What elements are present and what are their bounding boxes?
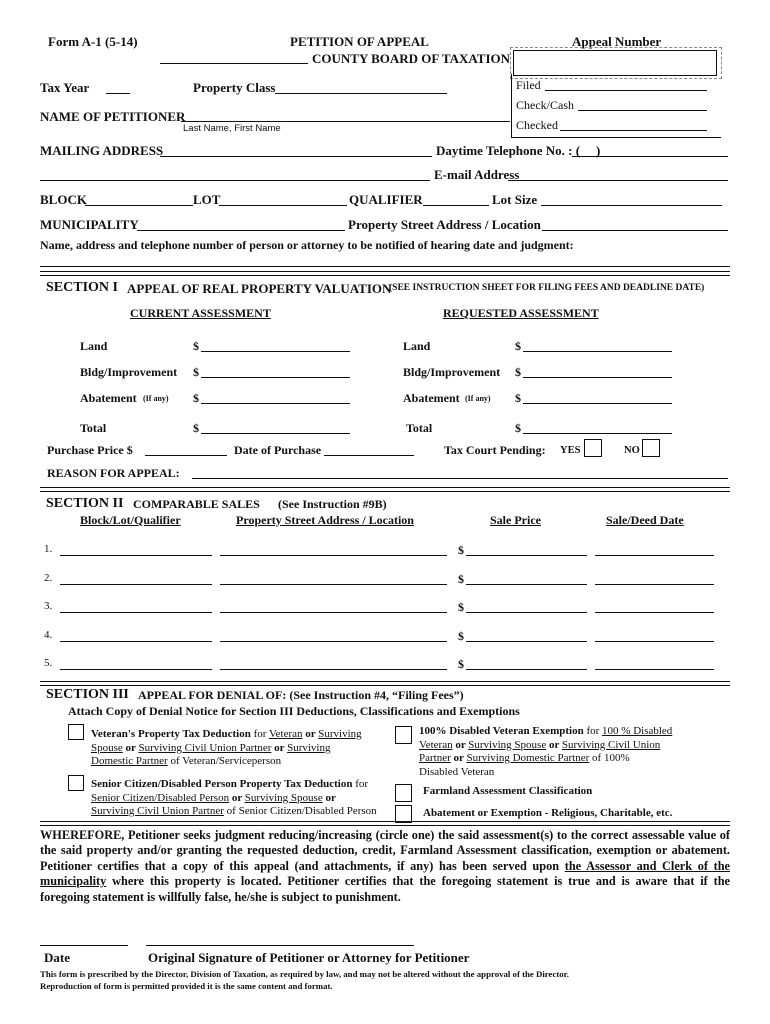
section2-heading: SECTION II <box>46 496 124 511</box>
comp-row-number: 4. <box>44 629 53 641</box>
section1-title: APPEAL OF REAL PROPERTY VALUATION <box>127 281 392 296</box>
qualifier-field[interactable] <box>423 205 489 206</box>
requested-abatement-dollar: $ <box>515 391 521 405</box>
date-signature-line[interactable] <box>40 945 128 946</box>
senior-or1: or <box>229 791 245 804</box>
senior-scdp: Senior Citizen/Disabled Person <box>91 791 230 804</box>
veteran-surviving: Surviving <box>318 728 362 740</box>
religious-label: Abatement or Exemption - Religious, Charitable, etc. <box>423 807 673 819</box>
section3-title: APPEAL FOR DENIAL OF: (See Instruction #4, “Filing Fees”) <box>138 688 464 702</box>
veteran-or3: or <box>271 741 288 754</box>
comp-row-address-field[interactable] <box>220 641 447 642</box>
current-land-label: Land <box>80 339 108 353</box>
tax-court-yes-label: YES <box>560 445 581 456</box>
veteran-scup: Surviving Civil Union Partner <box>138 741 272 754</box>
requested-bldg-dollar: $ <box>515 365 521 379</box>
check-cash-line[interactable] <box>578 110 707 111</box>
qualifier-label: QUALIFIER <box>349 192 423 207</box>
current-bldg-dollar: $ <box>193 365 199 379</box>
senior-deduction-text <box>91 778 377 819</box>
col-sale-deed-date: Sale/Deed Date <box>606 513 684 527</box>
current-bldg-field[interactable] <box>201 377 350 378</box>
comp-row-price-field[interactable] <box>466 669 587 670</box>
farmland-label: Farmland Assessment Classification <box>423 785 593 797</box>
comp-row-number: 2. <box>44 572 53 584</box>
senior-for: for <box>352 778 369 790</box>
comp-row-number: 5. <box>44 657 53 669</box>
current-total-field[interactable] <box>201 433 350 434</box>
notify-field[interactable] <box>40 266 730 267</box>
section-divider-1 <box>40 271 730 276</box>
daytime-phone-label: Daytime Telephone No. : ( <box>436 143 581 158</box>
tax-court-no-checkbox[interactable] <box>642 439 660 457</box>
date-purchase-field[interactable] <box>324 455 414 456</box>
date-label: Date <box>44 950 70 965</box>
comp-row-date-field[interactable] <box>595 669 714 670</box>
current-bldg-label: Bldg/Improvement <box>80 365 178 379</box>
comp-row-dollar: $ <box>458 629 464 643</box>
section1-heading: SECTION I <box>46 280 118 295</box>
dv-ss: Surviving Spouse <box>468 738 547 751</box>
section-divider-2 <box>40 487 730 492</box>
requested-bldg-field[interactable] <box>523 377 672 378</box>
section3-attach: Attach Copy of Denial Notice for Section III Deductions, Classifications and Exemptions <box>68 704 520 718</box>
mailing-address-line2[interactable] <box>40 180 430 181</box>
veteran-deduction-checkbox[interactable] <box>68 724 84 740</box>
comp-row-date-field[interactable] <box>595 555 714 556</box>
dv-scup: Surviving Civil Union <box>561 738 661 751</box>
current-assessment-heading: CURRENT ASSESSMENT <box>130 306 271 320</box>
dv-or2: or <box>546 738 562 751</box>
requested-land-dollar: $ <box>515 339 521 353</box>
property-class-label: Property Class <box>193 80 276 95</box>
email-field[interactable] <box>508 180 728 181</box>
dv-pct: 100 % Disabled <box>602 725 673 737</box>
comp-row-number: 3. <box>44 600 53 612</box>
tax-year-label: Tax Year <box>40 80 90 95</box>
mailing-address-field[interactable] <box>160 156 432 157</box>
wherefore-paragraph <box>40 828 730 905</box>
comp-row-dollar: $ <box>458 543 464 557</box>
checked-line[interactable] <box>560 130 707 131</box>
daytime-phone-field[interactable] <box>572 156 728 157</box>
check-cash-label: Check/Cash <box>516 98 574 112</box>
section3-heading: SECTION III <box>46 687 129 702</box>
property-class-field[interactable] <box>275 93 447 94</box>
requested-land-field[interactable] <box>523 351 672 352</box>
street-address-label: Property Street Address / Location <box>348 217 541 232</box>
lot-size-field[interactable] <box>541 205 722 206</box>
tax-year-field[interactable] <box>106 93 130 94</box>
comp-row-dollar: $ <box>458 657 464 671</box>
lot-field[interactable] <box>219 205 347 206</box>
disabled-veteran-checkbox[interactable] <box>395 726 412 744</box>
senior-deduction-checkbox[interactable] <box>68 775 84 791</box>
comp-row-date-field[interactable] <box>595 612 714 613</box>
comp-row-number: 1. <box>44 543 53 555</box>
senior-ss: Surviving Spouse <box>244 791 323 804</box>
tax-court-no-label: NO <box>624 445 640 456</box>
office-use-border-left <box>511 74 512 138</box>
petitioner-signature-line[interactable] <box>146 945 414 946</box>
section-divider-4 <box>40 821 730 826</box>
dv-or3: or <box>450 752 467 765</box>
section1-note: (SEE INSTRUCTION SHEET FOR FILING FEES AND DEADLINE DATE) <box>389 283 705 293</box>
current-abatement-dollar: $ <box>193 391 199 405</box>
date-purchase-label: Date of Purchase <box>234 443 322 457</box>
mailing-address-label: MAILING ADDRESS <box>40 143 164 158</box>
comp-row-address-field[interactable] <box>220 669 447 670</box>
comp-row-address-field[interactable] <box>220 584 447 585</box>
form-title: PETITION OF APPEAL <box>290 34 429 49</box>
comp-row-block-lot-field[interactable] <box>60 612 212 613</box>
senior-deduction-title: Senior Citizen/Disabled Person Property Tax Deduction <box>91 778 353 790</box>
col-sale-price: Sale Price <box>490 513 541 527</box>
comp-row-block-lot-field[interactable] <box>60 584 212 585</box>
comp-row-price-field[interactable] <box>466 555 587 556</box>
dv-veteran: Veteran <box>419 738 453 751</box>
block-label: BLOCK <box>40 192 87 207</box>
current-abatement-field[interactable] <box>201 403 350 404</box>
veteran-deduction-title: Veteran's Property Tax Deduction <box>91 728 251 740</box>
disabled-veteran-text <box>419 725 672 779</box>
veteran-for: for <box>250 728 269 740</box>
current-abatement-label: Abatement <box>80 391 137 405</box>
comp-row-price-field[interactable] <box>466 584 587 585</box>
dv-of: of 100% <box>589 752 630 765</box>
veteran-spouse: Spouse <box>91 741 123 754</box>
veteran-dp: Domestic Partner <box>91 755 168 768</box>
filed-label: Filed <box>516 78 541 92</box>
requested-land-label: Land <box>403 339 431 353</box>
dv-or1: or <box>452 738 469 751</box>
lot-size-label: Lot Size <box>492 192 538 207</box>
requested-abatement-label: Abatement <box>403 391 460 405</box>
filed-line[interactable] <box>545 90 707 91</box>
wherefore-assessor-clerk: the Assessor and Clerk of the municipality <box>40 858 730 889</box>
wherefore-text1: WHEREFORE, Petitioner seeks judgment reducing/increasing (circle one) the said assessment(s) to the correct assessable value of the said property and/or granting the requested deduction, credit, Farmland Assessment classification, exemption or abatement. Petitioner certifies that a copy of this appeal (and attachments, if any) has been served upon <box>40 828 730 873</box>
senior-of: of Senior Citizen/Disabled Person <box>223 805 377 818</box>
comp-row-date-field[interactable] <box>595 641 714 642</box>
tax-court-label: Tax Court Pending: <box>444 443 546 457</box>
veteran-deduction-text <box>91 728 362 769</box>
municipality-label: MUNICIPALITY <box>40 217 139 232</box>
veteran-of: of Veteran/Serviceperson <box>167 755 282 768</box>
block-field[interactable] <box>85 205 193 206</box>
purchase-price-field[interactable] <box>145 455 227 456</box>
petitioner-name-hint: Last Name, First Name <box>183 123 281 134</box>
notify-label: Name, address and telephone number of person or attorney to be notified of hearing date and judgment: <box>40 238 574 252</box>
appeal-number-box[interactable] <box>513 50 717 76</box>
current-abatement-ifany: (If any) <box>143 394 169 403</box>
email-label: E-mail Address <box>434 167 520 182</box>
disabled-veteran-title: 100% Disabled Veteran Exemption <box>419 725 584 737</box>
form-id: Form A-1 (5-14) <box>48 34 138 49</box>
comp-row-price-field[interactable] <box>466 641 587 642</box>
municipality-field[interactable] <box>137 230 345 231</box>
form-subtitle: COUNTY BOARD OF TAXATION <box>312 51 511 66</box>
section2-instruction: (See Instruction #9B) <box>278 497 387 511</box>
petitioner-name-label: NAME OF PETITIONER <box>40 109 186 124</box>
appeal-number-label: Appeal Number <box>572 34 662 49</box>
lot-label: LOT <box>193 192 221 207</box>
tax-court-yes-checkbox[interactable] <box>584 439 602 457</box>
comp-row-block-lot-field[interactable] <box>60 555 212 556</box>
comp-row-block-lot-field[interactable] <box>60 641 212 642</box>
reason-field[interactable] <box>192 478 728 479</box>
current-land-dollar: $ <box>193 339 199 353</box>
footer-line1: This form is prescribed by the Director, Division of Taxation, as required by law, and may not be altered without the approval of the Director. <box>40 969 569 979</box>
daytime-phone-close: ) <box>596 143 601 158</box>
veteran-veteran: Veteran <box>268 728 303 740</box>
comp-row-dollar: $ <box>458 572 464 586</box>
veteran-or2: or <box>122 741 139 754</box>
requested-assessment-heading: REQUESTED ASSESSMENT <box>443 306 599 320</box>
requested-bldg-label: Bldg/Improvement <box>403 365 501 379</box>
comp-row-price-field[interactable] <box>466 612 587 613</box>
requested-abatement-ifany: (If any) <box>465 394 491 403</box>
petitioner-name-field[interactable] <box>181 121 510 122</box>
senior-scup: Surviving Civil Union Partner <box>91 805 224 818</box>
office-use-border-bottom <box>511 137 721 138</box>
current-land-field[interactable] <box>201 351 350 352</box>
farmland-checkbox[interactable] <box>395 784 412 802</box>
wherefore-text2: where this property is located. Petitioner certifies that the foregoing statement is true and is aware that if the foregoing statement is willfully false, he/she is subject to punishment. <box>40 874 730 904</box>
requested-abatement-field[interactable] <box>523 403 672 404</box>
dv-sdp: Surviving Domestic Partner <box>466 752 590 765</box>
comp-row-address-field[interactable] <box>220 555 447 556</box>
dv-last: Disabled Veteran <box>419 765 495 778</box>
veteran-surviving2: Surviving <box>287 741 331 754</box>
senior-or2: or <box>322 791 336 804</box>
current-total-label: Total <box>80 421 107 435</box>
purchase-price-label: Purchase Price $ <box>47 443 133 457</box>
comp-row-date-field[interactable] <box>595 584 714 585</box>
comp-row-block-lot-field[interactable] <box>60 669 212 670</box>
requested-total-field[interactable] <box>523 433 672 434</box>
section-divider-3 <box>40 681 730 686</box>
county-name-line[interactable] <box>160 63 308 64</box>
requested-total-label: Total <box>406 421 433 435</box>
reason-label: REASON FOR APPEAL: <box>47 466 180 480</box>
dv-for: for <box>583 725 603 737</box>
section2-title: COMPARABLE SALES <box>133 497 260 511</box>
veteran-or1: or <box>302 728 319 740</box>
requested-total-dollar: $ <box>515 421 521 435</box>
col-block-lot-qualifier: Block/Lot/Qualifier <box>80 513 181 527</box>
comp-row-address-field[interactable] <box>220 612 447 613</box>
footer-line2: Reproduction of form is permitted provided it is the same content and format. <box>40 981 333 991</box>
checked-label: Checked <box>516 118 558 132</box>
col-property-address: Property Street Address / Location <box>236 513 414 527</box>
signature-label: Original Signature of Petitioner or Attorney for Petitioner <box>148 950 470 965</box>
dv-partner: Partner <box>419 752 451 765</box>
current-total-dollar: $ <box>193 421 199 435</box>
comp-row-dollar: $ <box>458 600 464 614</box>
street-address-field[interactable] <box>542 230 728 231</box>
